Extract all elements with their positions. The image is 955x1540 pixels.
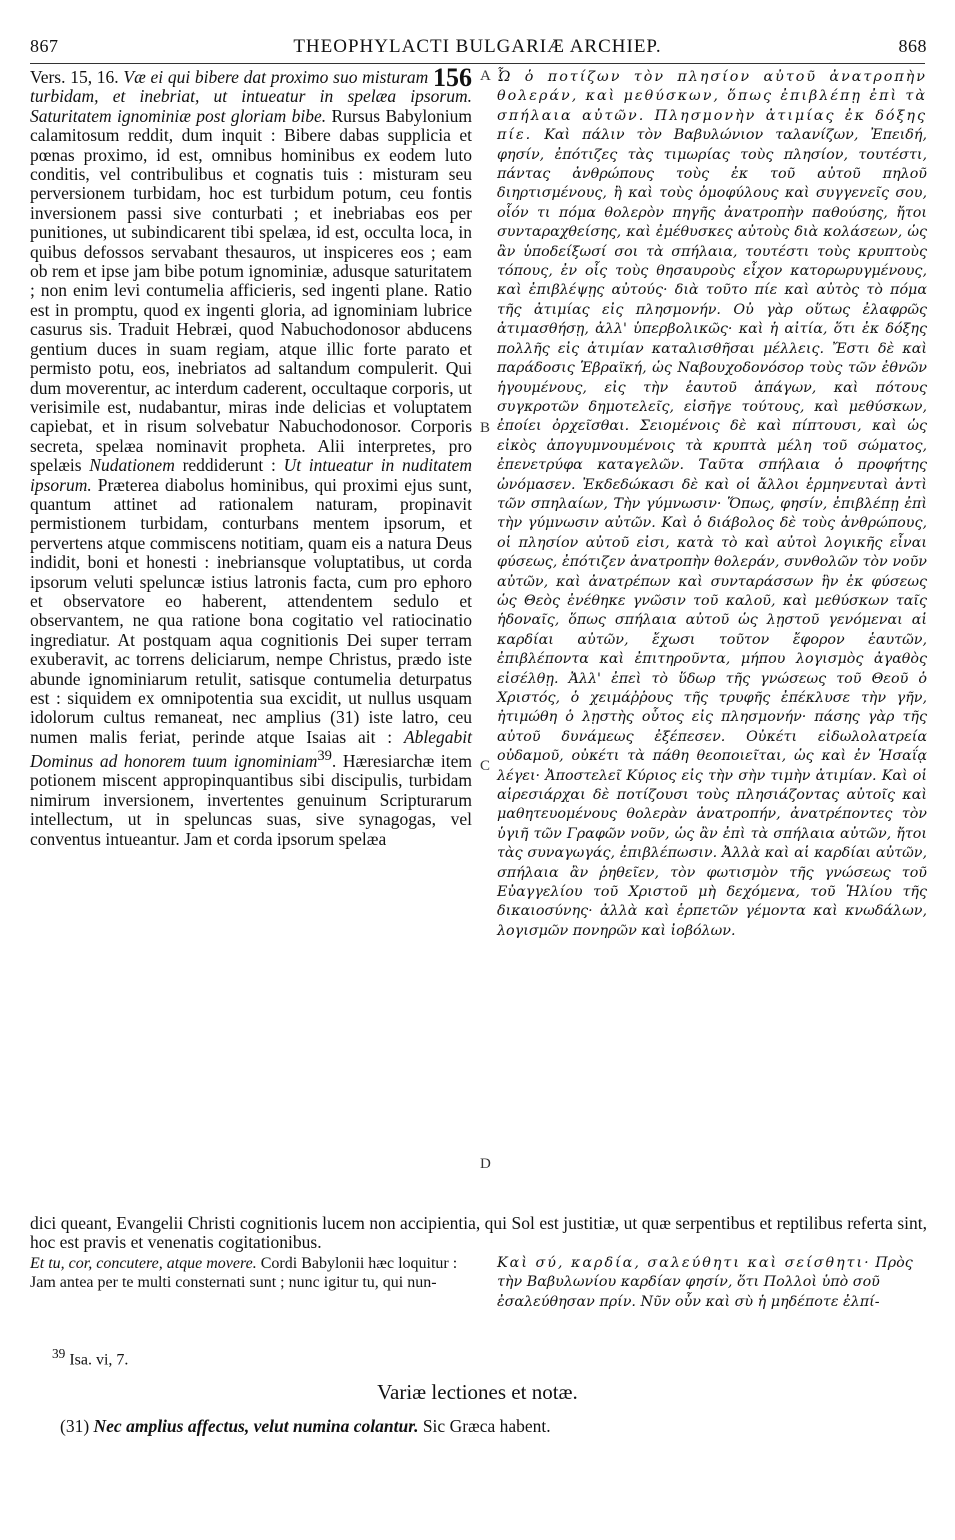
- greek-column: [497, 68, 927, 941]
- variant-note: [60, 1416, 920, 1437]
- column-number: 156: [433, 63, 473, 92]
- greek-lemma: Ὦ ὁ ποτίζων τὸν πλησίον αὐτοῦ ἀνατροπὴν θολεράν, καὶ μεθύσκων, ὅπως ἐπιβλέπῃ ἐπὶ τὰ σπήλαια αὐτῶν. Πλησμονὴν ἀτιμίας ἐκ δόξης πίε.: [497, 69, 927, 144]
- greek-body: Καὶ πάλιν τὸν Βαβυλώνιον ταλανίζων, Ἐπειδή, φησίν, ἐπότιζες τὰς τιμωρίας τοὺς πλησίον, τουτέστι, πάντας ἀνθρώπους τοὺς ἐκ τοῦ αὐτοῦ πηλοῦ διηρτισμένους, ἢ καὶ τοὺς ὁμοφύλους καὶ συγγενεῖς σου, οἷόν τι πόμα θολερὸν πηγῆς ἀνατροπὴν παθούσης, ἤτοι συνταραχθείσης, καὶ ἐμέθυσκες αὐτοὺς διὰ κολάσεων, ὡς ἂν ὑποδείξωσί σοι τὰ σπήλαια, τουτέστι τοὺς κρυπτοὺς τόπους, ἐν οἷς τοὺς θησαυροὺς εἶχον κατορωρυγμένους, καὶ ἐπιβλέψῃς αὐτούς· διὰ τοῦτο πίε καὶ αὐτὸς τὸ πόμα τῆς ἀτιμίας εἰς πλησμονήν. Οὐ γὰρ οὕτως ἐλαφρῶς ἀτιμασθήσῃ, ἀλλ' ὑπερβολικῶς· καὶ ἡ αἰτία, ὅτι ἐκ δόξης πολλῆς εἰς ἀτιμίαν καταλισθῆσαι μέλλεις. Ἔστι δὲ καὶ παράδοσις Ἑβραϊκή, ὡς Ναβουχοδονόσορ τοὺς τῶν ἐθνῶν ἡγουμένους, εἰς τὴν ἑαυτοῦ ἀπάγων, καὶ πότους συγκροτῶν δημοτελεῖς, εἰσῆγε τούτους, καὶ μεθύσκων, ἐποίει ὀρχεῖσθαι. Σειομένοις δὲ καὶ πίπτουσι, καὶ ὡς εἰκὸς ἀπογυμνουμένοις τὰ κρυπτὰ μέλη τοῦ σώματος, ἐπενετρύφα καταγελῶν. Ταῦτα σπήλαια ὁ προφήτης ὠνόμασεν. Ἐκδεδώκασι δὲ καὶ οἱ ἄλλοι ἑρμηνευταὶ ἀντὶ τῶν σπηλαίων, Τὴν γύμνωσιν· Ὅπως, φησίν, ἐπιβλέπῃ ἐπὶ τὴν γύμνωσιν αὐτῶν. Καὶ ὁ διάβολος δὲ τοὺς ἀνθρώπους, οἱ πλησίον αὐτοῦ εἰσι, κατὰ τὸ καὶ αὐτοὶ λογικῆς εἶναι φύσεως, ἐπότιζεν ἀνατροπὴν θολεράν, συνθολῶν τὸν νοῦν αὐτῶν, καὶ ἀνατρέπων καὶ συνταράσσων ἣν ἐκ φύσεως ὡς Θεὸς ἐνέθηκε γνῶσιν τοῦ καλοῦ, καὶ μεθύσκων ταῖς ἡδοναῖς, ὅπως σπήλαια αὐτοῦ ὡς λῃστοῦ γενόμεναι αἱ καρδίαι αὐτῶν, ἔχωσι τοῦτον ἔφορον ἑαυτῶν, ἐπιβλέποντα καὶ ἐπιτηροῦντα, μήπου λογισμὸς ἀγαθὸς εἰσέλθῃ. Ἀλλ' ἐπεὶ τὸ ὕδωρ τῆς γνώσεως τοῦ Θεοῦ ὁ Χριστός, ὁ χειμάῤῥους τῆς τρυφῆς ἐπέκλυσε τὴν γῆν, ἠτιμώθη ὁ λῃστὴς οὗτος εἰς πλησμονήν· πάσης γὰρ τῆς αὐτοῦ δυνάμεως ἐξέπεσεν. Οὐκέτι εἰδωλολατρεία οὐδαμοῦ, οὐκέτι τὰ πάθη θεοποιεῖται, ὡς καὶ ἐν Ἡσαΐᾳ λέγει· Ἀποστελεῖ Κύριος εἰς τὴν σὴν τιμὴν ἀτιμίαν. Καὶ οἱ αἱρεσιάρχαι δὲ ποτίζουσι τοὺς πλησιάζοντας αὐτοῖς καὶ μαθητευομένους θολερὰν ἀνατροπήν, ἀνατρέποντες τὸν ὑγιῆ τῶν Γραφῶν νοῦν, ὡς ἂν ἐπὶ τὰ σπήλαια αὐτῶν, ἤτοι τὰς συναγωγάς, ἐπιβλέπωσιν. Ἀλλὰ καὶ αἱ καρδίαι αὐτῶν, σπήλαια ἂν ῥηθεῖεν, τὸν φωτισμὸν τῆς γνώσεως τοῦ Εὐαγγελίου τοῦ Χριστοῦ μὴ δεχόμενα, τοῦ Ἡλίου τῆς δικαιοσύνης· ἀλλὰ καὶ ἑρπετῶν γέμοντα καὶ κνωδάλων, λογισμῶν πονηρῶν καὶ ἰοβόλων.: [497, 127, 927, 939]
- greek-paragraph: [497, 68, 927, 941]
- greek-body-lower: Πρὸς τὴν Βαβυλωνίου καρδίαν φησίν, ὅτι Πολλοὶ ὑπὸ σοῦ ἐσαλεύθησαν πρίν. Νῦν οὖν καὶ σὺ ἡ μηδέποτε ἐλπί-: [497, 1255, 913, 1310]
- spanning-line: dici queant, Evangelii Christi cognitionis lucem non accipientia, qui Sol est justitiæ, ut quæ serpentibus et reptilibus referta sint, hoc est pravis et venenatis cogitationibus.: [30, 1213, 927, 1253]
- note-number: (31): [60, 1416, 90, 1436]
- footnote-ref: 39: [317, 748, 332, 765]
- footnote-text: Isa. vi, 7.: [69, 1351, 129, 1369]
- header-rule: [30, 63, 925, 64]
- page-number-right: 868: [898, 36, 927, 56]
- running-header: [0, 36, 955, 62]
- latin-body-3: . Hæresiarchæ item potionem miscent appropinquantibus sibi discipulis, turbidam nimirum inversionem, invertentes genuinum Scripturarum intellectum, ut in speluncas suas, sive synagogas, vel conventus intueantur. Jam et corda ipsorum spelæa: [30, 751, 472, 849]
- page-number-left: 867: [30, 36, 59, 56]
- margin-marker-a: A: [480, 68, 491, 84]
- note-italic: Nec amplius affectus, velut numina colantur.: [93, 1416, 419, 1436]
- latin-body-lower: Cordi Babylonii hæc loquitur : Jam antea per te multi consternati sunt ; nunc igitur tu, qui nun-: [30, 1255, 458, 1292]
- running-title: THEOPHYLACTI BULGARIÆ ARCHIEP.: [293, 36, 662, 57]
- greek-lower-paragraph: [497, 1254, 927, 1312]
- greek-column-lower: [497, 1254, 927, 1312]
- notes-title: Variæ lectiones et notæ.: [377, 1380, 578, 1404]
- verse-text: Væ ei qui bibere dat proximo suo misturam: [123, 67, 429, 87]
- margin-marker-b: B: [480, 420, 491, 436]
- latin-isaias-quote: Ablegabit Dominus ad honorem tuum ignominiam: [30, 726, 473, 772]
- latin-column: [30, 63, 473, 849]
- verse-reference: Vers. 15, 16.: [30, 67, 119, 87]
- latin-nudationem: Nudationem: [89, 455, 175, 476]
- latin-body: Rursus Babylonium calamitosum reddit, dum inquit : Bibere dabas supplicia et pœnas proximo, id est, omnibus hominibus ex eodem luto conditis, vel contribulibus et cognatis tuis : misturam seu perversionem turbidam, hoc est turbidum potum, ceu fontis inversionem passi sive conturbati ; et inebriabas eos per punitiones, ut subindicarent tibi spelæa, id est, occulta loca, in quibus defossos servabant thesauros, ut inspiceres eos ; eam ob rem et ipse jam bibe potum ignominiæ, adusque saturitatem ; non enim levi contumelia afficieris, sed ingenti plane. Ratio est in promptu, quod ex ingenti gloria, ad ignominiam lubrice casurus sis. Traduit Hebræi, quod Nabuchodonosor abducens gentium duces in suam regiam, atque illic forte parato et permisto potu, eos, inebriatos ad saltandum compulerit. Qui dum moverentur, ac interdum caderent, occultaque corporis, ut verisimile est, nudabantur, miras inde delicias et voluptatem capiebat, et in risum solvebatur Nabuchodonosor. Corporis secreta, spelæa nominavit propheta. Alii interpretes, pro spelæis: [30, 105, 472, 476]
- latin-lemma-2: Et tu, cor, concutere, atque movere.: [30, 1255, 257, 1272]
- verse-text-cont: turbidam, et inebriat, ut intueatur in spelæa ipsorum. Saturitatem ignominiæ post gloriam bibe.: [30, 86, 472, 126]
- greek-lemma-2: Καὶ σύ, καρδία, σαλεύθητι καὶ σείσθητι·: [497, 1255, 871, 1271]
- latin-body-2: Præterea diabolus hominibus, qui proximi ejus sunt, quantum attinet ad rationalem naturam, propinavit permistionem turbidam, conturbans mentem ipsorum, et pervertens atque commiscens notitiam, quam eis a natura Deus indidit, boni et honesti : inebriansque voluptatibus, ut corda ipsorum veluti speluncæ istius latronis facta, cum pro ephoro et observatore eo haberent, attendentem sedulo et observantem, ne qua ratione bona cogitatio vel ratiocinatio ingrediatur. At postquam aqua cognitionis Dei super terram exuberavit, ac torrens deliciarum, nempe Christus, prædo iste abunde ignominiarum retulit, satisque contumelia deturpatus est : siquidem ex omnipotentia sua excidit, ut nullus usquam idolorum cultus remaneat, nec amplius (31) iste latro, ceu numen malis feriat, perinde atque Isaias ait :: [30, 474, 473, 747]
- latin-reddiderunt: reddiderunt :: [182, 455, 276, 476]
- note-rest: Sic Græca habent.: [422, 1416, 551, 1436]
- margin-marker-c: C: [480, 758, 491, 774]
- footnote: [52, 1346, 128, 1369]
- margin-marker-d: D: [480, 1156, 491, 1172]
- latin-lower-paragraph: [30, 1254, 472, 1293]
- latin-column-lower: [30, 1254, 472, 1293]
- footnote-number: 39: [52, 1346, 66, 1361]
- latin-paragraph: [30, 63, 473, 849]
- latin-quote: Ut intueatur in nuditatem ipsorum.: [30, 455, 473, 495]
